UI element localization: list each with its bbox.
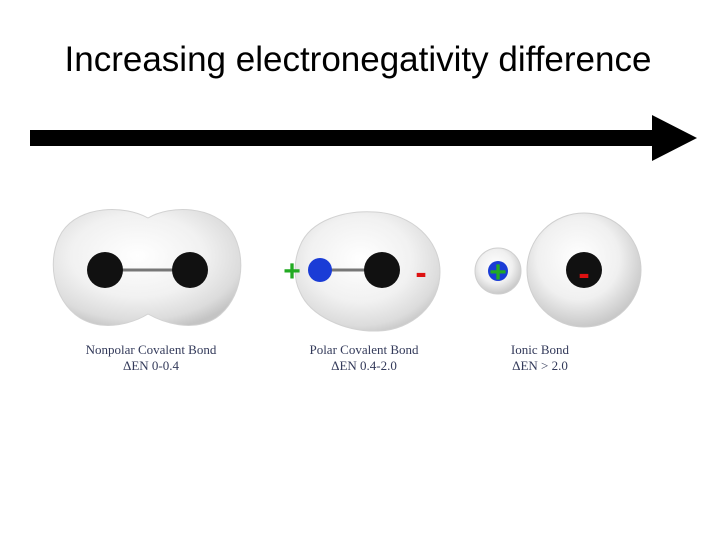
polar-bond-name: Polar Covalent Bond: [309, 342, 419, 357]
ionic-en-range: ΔEN > 2.0: [512, 358, 568, 373]
nonpolar-nucleus-right: [172, 252, 208, 288]
polar-minus-sign: -: [415, 254, 427, 292]
polar-en-range: ΔEN 0.4-2.0: [331, 358, 397, 373]
polar-bond-model: [283, 212, 440, 331]
ionic-plus-sign: +: [489, 256, 507, 289]
nonpolar-bond-name: Nonpolar Covalent Bond: [85, 342, 217, 357]
arrow-head: [652, 115, 697, 161]
nonpolar-electron-cloud: [53, 210, 241, 326]
polar-positive-atom: [308, 258, 332, 282]
nonpolar-caption: [51, 342, 251, 374]
ionic-minus-sign: -: [578, 255, 590, 293]
nonpolar-bond-model: [53, 210, 241, 326]
nonpolar-nucleus-left: [87, 252, 123, 288]
polar-plus-sign: +: [283, 255, 301, 288]
direction-arrow: [30, 115, 697, 161]
polar-negative-atom: [364, 252, 400, 288]
polar-caption: [264, 342, 464, 374]
ionic-caption: [440, 342, 640, 374]
nonpolar-en-range: ΔEN 0-0.4: [122, 358, 180, 373]
ionic-bond-name: Ionic Bond: [510, 342, 570, 357]
ionic-bond-model: [475, 213, 641, 327]
arrow-shaft: [30, 130, 656, 146]
slide-title: Increasing electronegativity difference: [64, 40, 652, 79]
